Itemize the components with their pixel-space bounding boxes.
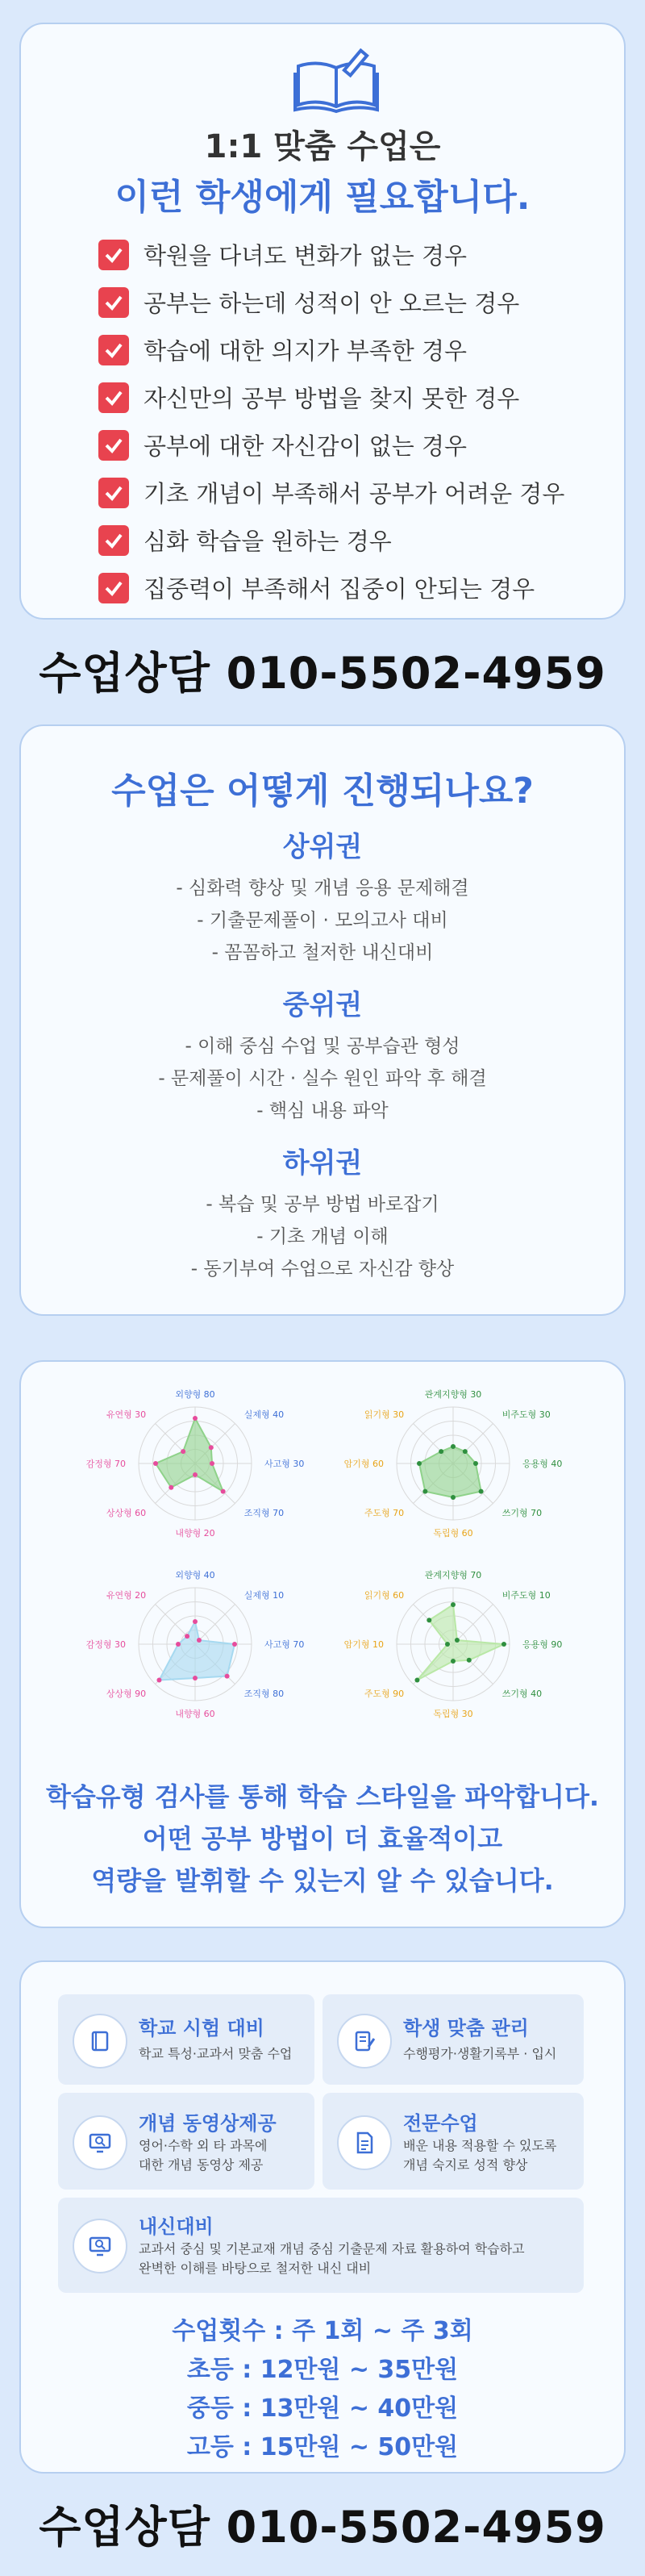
checklist-item bbox=[98, 516, 564, 564]
radar-point bbox=[156, 1678, 161, 1683]
radar-point bbox=[193, 1472, 198, 1477]
radar-charts bbox=[21, 1362, 624, 1741]
radar-label: 상상형 60 bbox=[106, 1507, 147, 1518]
radar-label: 읽기형 60 bbox=[364, 1590, 405, 1601]
check-icon bbox=[98, 382, 129, 413]
radar-point bbox=[209, 1445, 214, 1450]
radar-label: 암기형 60 bbox=[343, 1459, 384, 1469]
feature-title: 전문수업 bbox=[403, 2112, 478, 2135]
radar-label: 유연형 30 bbox=[106, 1409, 147, 1421]
radar-label: 독립형 60 bbox=[433, 1528, 473, 1539]
class-process-card bbox=[19, 724, 626, 1316]
radar-label: 사고형 70 bbox=[264, 1639, 305, 1650]
level-item: - 심화력 향상 및 개념 응용 문제해결 bbox=[176, 878, 469, 899]
card-title-line1: 1:1 맞춤 수업은 bbox=[204, 128, 441, 165]
radar-point bbox=[197, 1638, 202, 1643]
feature-concept-video bbox=[58, 2093, 314, 2190]
radar-area bbox=[419, 1447, 481, 1497]
radar-point bbox=[181, 1449, 185, 1454]
feature-school-grades bbox=[58, 2198, 584, 2293]
radar-point bbox=[451, 1602, 456, 1607]
feature-desc: 개념 숙지로 성적 향상 bbox=[403, 2157, 528, 2173]
radar-point bbox=[422, 1489, 427, 1494]
radar-label: 주도형 90 bbox=[364, 1688, 405, 1699]
book-icon bbox=[73, 2014, 127, 2069]
radar-point bbox=[501, 1642, 506, 1647]
radar-label: 유연형 20 bbox=[106, 1590, 147, 1601]
phone-consult-bottom[interactable]: 수업상담 010-5502-4959 bbox=[39, 2502, 606, 2553]
card-title-line2: 이런 학생에게 필요합니다. bbox=[114, 177, 531, 218]
level-item: - 이해 중심 수업 및 공부습관 형성 bbox=[185, 1036, 460, 1057]
radar-point bbox=[451, 1659, 456, 1664]
checklist-text: 학습에 대한 의지가 부족한 경우 bbox=[144, 337, 468, 365]
feature-school-exam bbox=[58, 1994, 314, 2085]
radar-label: 실제형 10 bbox=[243, 1590, 285, 1601]
price-high: 고등 : 15만원 ~ 50만원 bbox=[186, 2433, 459, 2461]
radar-area bbox=[156, 1418, 223, 1492]
radar-label: 독립형 30 bbox=[433, 1709, 473, 1719]
radar-point bbox=[463, 1449, 468, 1454]
level-top bbox=[21, 825, 624, 972]
feature-desc: 배운 내용 적용할 수 있도록 bbox=[403, 2138, 557, 2153]
checklist-text: 공부는 하는데 성적이 안 오르는 경우 bbox=[144, 290, 520, 317]
feature-desc: 수행평가·생활기록부 · 입시 bbox=[403, 2046, 557, 2061]
radar-point bbox=[232, 1642, 237, 1647]
radar-point bbox=[445, 1642, 450, 1647]
checklist-item bbox=[98, 326, 564, 374]
price-middle: 중등 : 13만원 ~ 40만원 bbox=[186, 2394, 459, 2423]
radar-label: 사고형 30 bbox=[264, 1459, 305, 1469]
level-name: 중위권 bbox=[282, 989, 363, 1021]
level-item: - 기출문제풀이 · 모의고사 대비 bbox=[197, 910, 448, 931]
class-frequency: 수업횟수 : 주 1회 ~ 주 3회 bbox=[172, 2317, 473, 2345]
checklist bbox=[98, 231, 564, 612]
check-icon bbox=[98, 287, 129, 318]
radar-point bbox=[210, 1461, 214, 1466]
radar-label: 감정형 30 bbox=[85, 1639, 126, 1650]
checklist-item bbox=[98, 421, 564, 469]
feature-student-care bbox=[322, 1994, 584, 2085]
radar-point bbox=[221, 1489, 226, 1494]
check-icon bbox=[98, 430, 129, 461]
radar-label: 실제형 40 bbox=[243, 1409, 285, 1421]
radar-label: 관계지향형 30 bbox=[424, 1389, 482, 1400]
checklist-text: 심화 학습을 원하는 경우 bbox=[144, 528, 392, 555]
price-elementary: 초등 : 12만원 ~ 35만원 bbox=[186, 2356, 459, 2384]
radar-label: 주도형 70 bbox=[364, 1507, 405, 1518]
radar-label: 쓰기형 40 bbox=[501, 1688, 543, 1699]
radar-point bbox=[467, 1658, 472, 1663]
card-text-line3: 역량을 발휘할 수 있는지 알 수 있습니다. bbox=[91, 1865, 554, 1896]
feature-title: 내신대비 bbox=[139, 2215, 214, 2238]
book-pencil-icon bbox=[292, 48, 381, 115]
monitor-search-icon bbox=[73, 2115, 127, 2170]
checklist-text: 집중력이 부족해서 집중이 안되는 경우 bbox=[144, 575, 535, 603]
features-price-card bbox=[19, 1960, 626, 2474]
radar-point bbox=[176, 1642, 181, 1647]
radar-point bbox=[225, 1674, 230, 1679]
radar-point bbox=[427, 1618, 431, 1622]
radar-label: 외향형 40 bbox=[175, 1570, 215, 1580]
level-item: - 핵심 내용 파악 bbox=[256, 1100, 389, 1121]
level-name: 상위권 bbox=[282, 831, 363, 863]
radar-point bbox=[193, 1619, 198, 1624]
check-icon bbox=[98, 573, 129, 603]
radar-axis bbox=[195, 1605, 235, 1644]
level-mid bbox=[21, 983, 624, 1130]
level-low bbox=[21, 1141, 624, 1288]
checklist-item bbox=[98, 278, 564, 326]
feature-desc: 대한 개념 동영상 제공 bbox=[139, 2157, 264, 2173]
check-icon bbox=[98, 525, 129, 556]
level-item: - 꼼꼼하고 철저한 내신대비 bbox=[211, 942, 434, 963]
level-item: - 기초 개념 이해 bbox=[256, 1226, 389, 1247]
radar-label: 외향형 80 bbox=[175, 1389, 215, 1400]
checklist-item bbox=[98, 564, 564, 612]
radar-label: 조직형 80 bbox=[243, 1688, 285, 1699]
radar-label: 상상형 90 bbox=[106, 1688, 147, 1699]
radar-label: 내향형 20 bbox=[175, 1528, 215, 1539]
radar-point bbox=[169, 1485, 173, 1490]
radar-label: 비주도형 30 bbox=[501, 1409, 551, 1421]
radar-point bbox=[451, 1444, 456, 1449]
pencil-note-icon bbox=[337, 2014, 392, 2069]
feature-desc: 교과서 중심 및 기본교재 개념 중심 기출문제 자료 활용하여 학습하고 bbox=[139, 2241, 525, 2257]
checklist-text: 학원을 다녀도 변화가 없는 경우 bbox=[144, 242, 468, 269]
radar-point bbox=[455, 1638, 460, 1643]
feature-title: 학교 시험 대비 bbox=[139, 2017, 264, 2040]
radar-label: 응용형 90 bbox=[522, 1639, 563, 1650]
card-text-line2: 어떤 공부 방법이 더 효율적이고 bbox=[142, 1823, 503, 1854]
learning-style-card bbox=[19, 1360, 626, 1928]
radar-label: 조직형 70 bbox=[243, 1507, 285, 1518]
radar-label: 읽기형 30 bbox=[364, 1409, 405, 1421]
radar-area bbox=[417, 1605, 504, 1680]
radar-label: 관계지향형 70 bbox=[424, 1570, 482, 1580]
radar-label: 암기형 10 bbox=[343, 1639, 384, 1650]
radar-point bbox=[417, 1461, 422, 1466]
card-title: 수업은 어떻게 진행되나요? bbox=[111, 770, 534, 812]
radar-axis bbox=[453, 1605, 493, 1644]
radar-label: 쓰기형 70 bbox=[501, 1507, 543, 1518]
radar-point bbox=[193, 1676, 198, 1680]
radar-label: 응용형 40 bbox=[522, 1459, 563, 1469]
level-name: 하위권 bbox=[282, 1147, 363, 1179]
radar-label: 비주도형 10 bbox=[501, 1590, 551, 1601]
check-icon bbox=[98, 335, 129, 365]
radar-point bbox=[439, 1449, 443, 1454]
check-icon bbox=[98, 240, 129, 270]
radar-point bbox=[185, 1634, 189, 1639]
radar-label: 감정형 70 bbox=[85, 1459, 126, 1469]
radar-point bbox=[153, 1461, 158, 1466]
radar-label: 내향형 60 bbox=[175, 1709, 215, 1719]
feature-title: 학생 맞춤 관리 bbox=[403, 2017, 529, 2040]
checklist-text: 기초 개념이 부족해서 공부가 어려운 경우 bbox=[144, 480, 565, 507]
feature-desc: 완벽한 이해를 바탕으로 철저한 내신 대비 bbox=[139, 2261, 372, 2276]
phone-consult[interactable]: 수업상담 010-5502-4959 bbox=[39, 648, 606, 699]
checklist-item bbox=[98, 469, 564, 516]
radar-point bbox=[451, 1495, 456, 1500]
monitor-search-icon bbox=[73, 2219, 127, 2273]
check-icon bbox=[98, 478, 129, 508]
document-icon bbox=[337, 2115, 392, 2170]
radar-point bbox=[479, 1489, 484, 1494]
checklist-text: 자신만의 공부 방법을 찾지 못한 경우 bbox=[144, 385, 520, 412]
radar-point bbox=[473, 1461, 478, 1466]
checklist-item bbox=[98, 374, 564, 421]
feature-title: 개념 동영상제공 bbox=[139, 2112, 277, 2135]
feature-desc: 영어·수학 외 타 과목에 bbox=[139, 2138, 268, 2153]
radar-point bbox=[193, 1416, 198, 1421]
checklist-text: 공부에 대한 자신감이 없는 경우 bbox=[144, 432, 468, 460]
checklist-item bbox=[98, 231, 564, 278]
feature-expert-class bbox=[322, 2093, 584, 2190]
feature-desc: 학교 특성·교과서 맞춤 수업 bbox=[139, 2046, 293, 2061]
level-item: - 동기부여 수업으로 자신감 향상 bbox=[190, 1259, 455, 1280]
level-item: - 문제풀이 시간 · 실수 원인 파악 후 해결 bbox=[158, 1068, 487, 1089]
card-text-line1: 학습유형 검사를 통해 학습 스타일을 파악합니다. bbox=[45, 1781, 600, 1812]
level-item: - 복습 및 공부 방법 바로잡기 bbox=[206, 1194, 439, 1215]
radar-point bbox=[414, 1678, 419, 1683]
target-students-card bbox=[19, 23, 626, 620]
